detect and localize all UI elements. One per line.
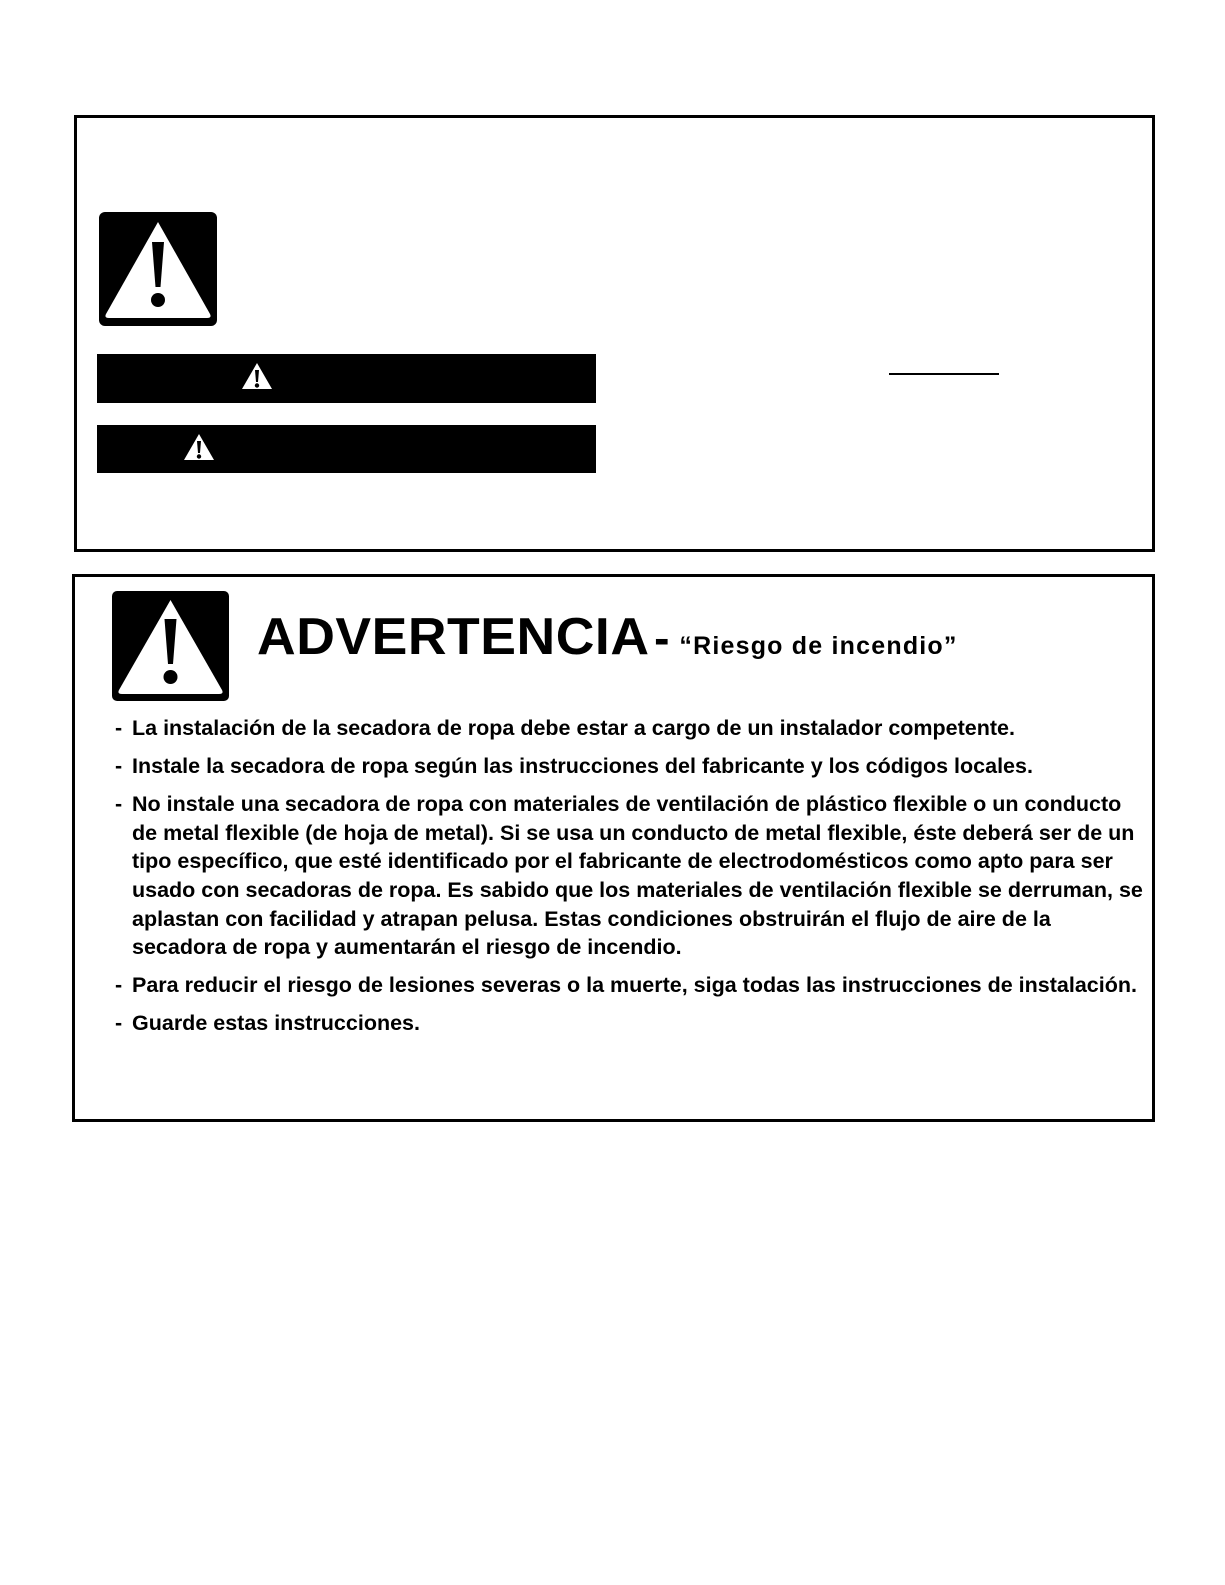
safety-message-box <box>74 115 1155 552</box>
warning-triangle-icon <box>241 362 273 395</box>
list-item-text: Guarde estas instrucciones. <box>132 1011 420 1036</box>
list-item <box>115 752 1145 781</box>
headline-separator: - <box>654 612 670 664</box>
bullet-dash: - <box>115 754 123 779</box>
warning-triangle-icon <box>183 433 215 466</box>
danger-signal-bar <box>97 354 596 403</box>
signal-word: ADVERTENCIA <box>257 608 650 666</box>
list-item <box>115 971 1145 1000</box>
warning-instructions-list <box>115 714 1145 1047</box>
bullet-dash: - <box>115 792 123 817</box>
warning-triangle-icon <box>99 212 217 326</box>
warning-triangle-icon <box>112 591 229 701</box>
list-item-text: Instale la secadora de ropa según las instrucciones del fabricante y los códigos locales. <box>132 754 1033 779</box>
warning-headline <box>257 608 958 666</box>
bullet-dash: - <box>115 1011 123 1036</box>
underline-rule <box>889 373 999 375</box>
list-item <box>115 714 1145 743</box>
list-item-text: Para reducir el riesgo de lesiones severas o la muerte, siga todas las instrucciones de instalación. <box>132 973 1137 998</box>
hazard-subtitle: “Riesgo de incendio” <box>679 632 958 660</box>
bullet-dash: - <box>115 973 123 998</box>
bullet-dash: - <box>115 716 123 740</box>
list-item-text: No instale una secadora de ropa con materiales de ventilación de plástico flexible o un conducto de metal flexible (de hoja de metal). Si se usa un conducto de metal flexible, éste deberá ser de un tipo específico, que esté identificado por el fabricante de electrodomésticos como apto para ser usado con secadoras de ropa. Es sabido que los materiales de ventilación flexible se derruman, se aplastan con facilidad y atrapan pelusa. Estas condiciones obstruirán el flujo de aire de la secadora de ropa y aumentarán el riesgo de incendio. <box>132 792 1143 960</box>
warning-signal-bar <box>97 425 596 473</box>
list-item-text: La instalación de la secadora de ropa debe estar a cargo de un instalador competente. <box>132 716 1015 740</box>
list-item <box>115 790 1145 962</box>
list-item <box>115 1009 1145 1038</box>
